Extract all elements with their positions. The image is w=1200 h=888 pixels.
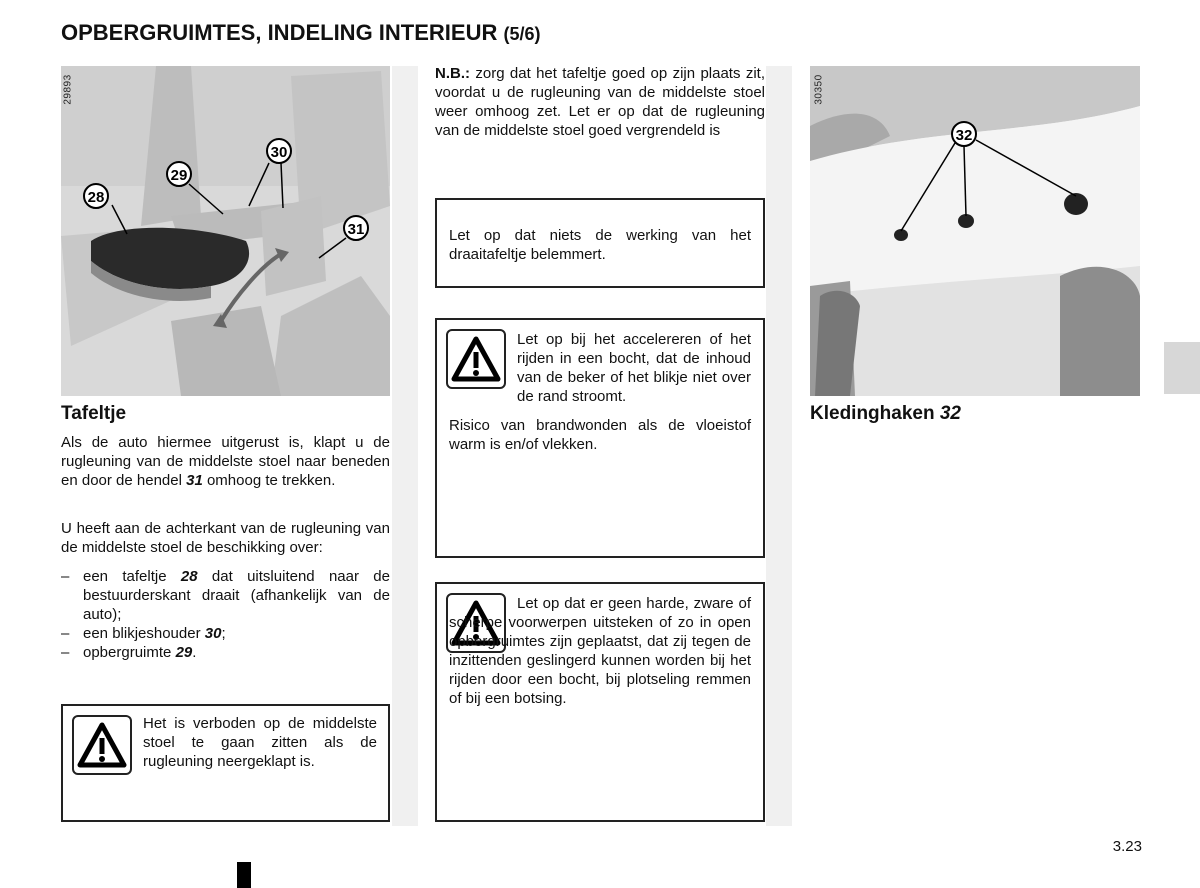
photo-reference-number: 29893 bbox=[62, 74, 74, 105]
list-item bbox=[61, 567, 390, 624]
callout-31 bbox=[344, 216, 368, 240]
section-heading-table: Tafeltje bbox=[61, 403, 127, 424]
text-run: opbergruimte bbox=[83, 644, 176, 661]
column-background-middle bbox=[766, 66, 792, 826]
text-run: omhoog te trekken. bbox=[202, 472, 336, 489]
table-instructions bbox=[61, 433, 390, 490]
reference-number: 31 bbox=[186, 472, 203, 489]
coat-hooks-label: Kledinghaken bbox=[810, 403, 935, 424]
svg-text:29: 29 bbox=[170, 167, 188, 184]
list-item bbox=[61, 643, 390, 662]
page-number: 3.23 bbox=[1112, 838, 1142, 855]
text-run: Als de auto hiermee uitgerust is, klapt u de rugleuning van de middelste stoel naar beneden en door de hendel bbox=[61, 434, 390, 489]
reference-number: 28 bbox=[180, 568, 198, 585]
nb-note bbox=[435, 64, 765, 140]
table-features-intro: U heeft aan de achterkant van de rugleuning van de middelste stoel de beschikking over: bbox=[61, 520, 390, 556]
note-box-table bbox=[435, 198, 765, 288]
list-item bbox=[61, 624, 390, 643]
callout-29 bbox=[167, 162, 191, 186]
warning-box-cup bbox=[435, 318, 765, 558]
text-run: een blikjeshouder bbox=[83, 625, 205, 642]
svg-text:28: 28 bbox=[87, 189, 105, 206]
svg-text:30: 30 bbox=[270, 144, 288, 161]
note-text-table: Let op dat niets de werking van het draaitafeltje belemmert. bbox=[449, 227, 751, 263]
page-title-subtitle: (5/6) bbox=[503, 24, 541, 44]
warning-triangle-icon bbox=[72, 715, 132, 775]
chapter-tab-marker bbox=[1164, 342, 1200, 394]
seat-table-illustration bbox=[61, 66, 390, 396]
page-edge-mark bbox=[237, 862, 251, 888]
warning-text-cup: Let op bij het accelereren of het rijden in een bocht, dat de inhoud van de beker of het blikje niet over de rand stroomt. bbox=[517, 331, 751, 405]
warning-box-middle-seat bbox=[61, 704, 390, 822]
svg-text:31: 31 bbox=[347, 221, 365, 238]
callout-30 bbox=[267, 139, 291, 163]
warning-text-burns: Risico van brandwonden als de vloeistof warm is en/of vlekken. bbox=[449, 417, 751, 453]
warning-text-middle-seat: Het is verboden op de middelste stoel te gaan zitten als de rugleuning neergeklapt is. bbox=[143, 715, 377, 770]
page-title-text: OPBERGRUIMTES, INDELING INTERIEUR bbox=[61, 20, 498, 45]
warning-box-loose-objects bbox=[435, 582, 765, 822]
reference-number: 30 bbox=[204, 625, 222, 642]
nb-text: zorg dat het tafeltje goed op zijn plaats zit, voordat u de rugleuning van de middelste stoel weer omhoog zet. Let er op dat de rugleuning van de middelste stoel goed vergrendeld is bbox=[435, 65, 765, 139]
text-run: dat uitsluitend naar de bestuurderskant draait (afhankelijk van de auto); bbox=[83, 568, 390, 623]
seat-table-photo bbox=[61, 66, 390, 396]
reference-number: 29 bbox=[175, 644, 193, 661]
column-background-left bbox=[392, 66, 418, 826]
nb-label: N.B.: bbox=[435, 65, 470, 82]
page-title bbox=[61, 20, 541, 46]
section-heading-coat-hooks bbox=[810, 403, 961, 425]
coat-hooks-photo bbox=[810, 66, 1140, 396]
coat-hooks-illustration bbox=[810, 66, 1140, 396]
svg-text:32: 32 bbox=[955, 127, 973, 144]
callout-28 bbox=[84, 184, 108, 208]
text-run: ; bbox=[221, 625, 226, 642]
callout-32 bbox=[952, 122, 976, 146]
coat-hooks-number: 32 bbox=[939, 403, 961, 424]
table-features-list bbox=[61, 567, 390, 662]
photo-reference-number: 30350 bbox=[813, 74, 825, 105]
text-run: een tafeltje bbox=[83, 568, 181, 585]
text-run: . bbox=[192, 644, 197, 661]
warning-triangle-icon bbox=[446, 329, 506, 389]
warning-text-loose-objects: Let op dat er geen harde, zware of scherpe voorwerpen uitsteken of zo in open opbergruimtes zijn geplaatst, dat zij tegen de inzittenden geslingerd kunnen worden bij het rijden door een bocht, bij plotseling remmen of bij een botsing. bbox=[449, 595, 751, 707]
